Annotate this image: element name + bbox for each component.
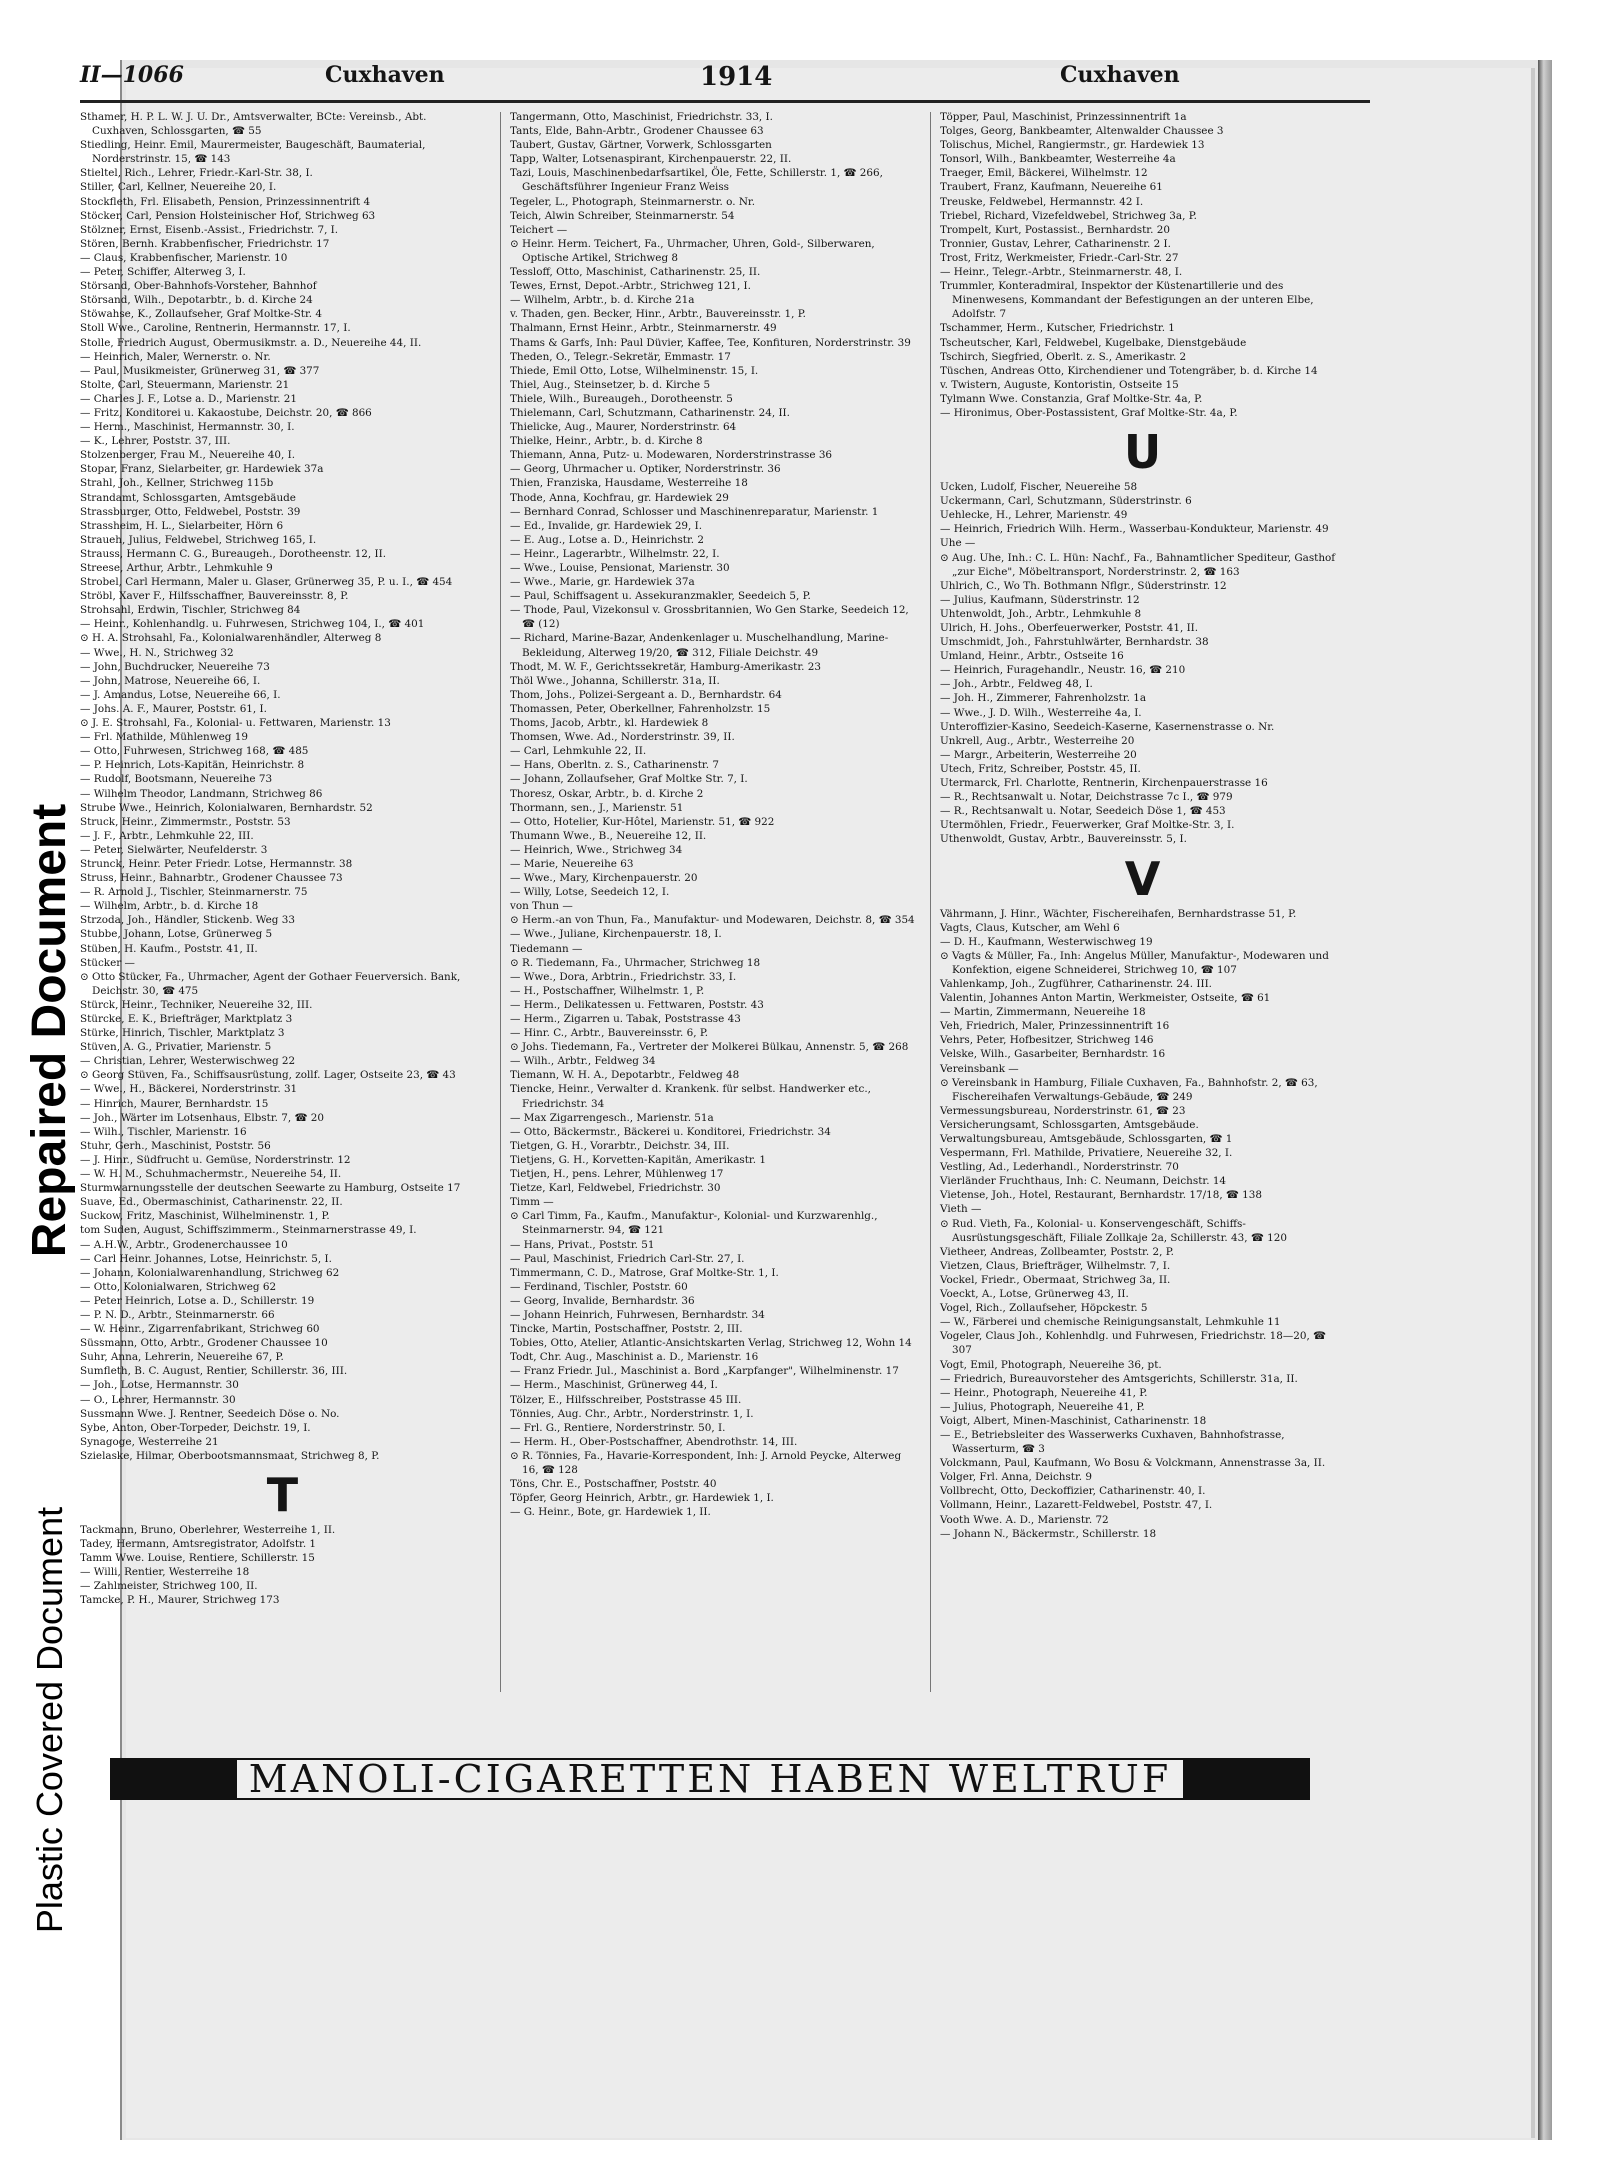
- directory-column-2: [510, 110, 915, 1590]
- directory-entry: — Richard, Marine-Bazar, Andenkenlager u. Muschelhandlung, Marine-Bekleidung, Alterweg 19/20, ☎ 312, Filiale Deichstr. 49: [510, 632, 889, 659]
- directory-entry: Vollmann, Heinr., Lazarett-Feldwebel, Poststr. 47, I.: [940, 1499, 1213, 1512]
- directory-entry: Tietgen, G. H., Vorarbtr., Deichstr. 34, III.: [510, 1139, 730, 1152]
- directory-entry: Vollbrecht, Otto, Deckoffizier, Catharinenstr. 40, I.: [940, 1485, 1206, 1498]
- directory-entry: Ucken, Ludolf, Fischer, Neuereihe 58: [940, 481, 1138, 494]
- directory-entry: Suhr, Anna, Lehrerin, Neuereihe 67, P.: [80, 1351, 284, 1364]
- section-letter: V: [1124, 851, 1161, 906]
- directory-entry: Stürcke, E. K., Briefträger, Marktplatz 3: [80, 1013, 293, 1025]
- directory-entry: Tylmann Wwe. Constanzia, Graf Moltke-Str. 4a, P.: [940, 392, 1203, 405]
- directory-entry: Volckmann, Paul, Kaufmann, Wo Bosu & Volckmann, Annenstrasse 3a, II.: [940, 1457, 1326, 1470]
- directory-entry: — K., Lehrer, Poststr. 37, III.: [80, 435, 231, 448]
- directory-entry: — Herm., Delikatessen u. Fettwaren, Poststr. 43: [510, 998, 764, 1011]
- directory-entry: Vagts, Claus, Kutscher, am Wehl 6: [940, 921, 1120, 934]
- directory-entry: Vietheer, Andreas, Zollbeamter, Poststr. 2, P.: [940, 1245, 1174, 1258]
- directory-entry: Tietjens, G. H., Korvetten-Kapitän, Amerikastr. 1: [510, 1153, 766, 1166]
- header-city-left: Cuxhaven: [325, 62, 445, 88]
- directory-entry: Stüben, H. Kaufm., Poststr. 41, II.: [80, 942, 258, 955]
- directory-entry: von Thun —: [510, 900, 573, 913]
- directory-entry: — Johs. A. F., Maurer, Poststr. 61, I.: [80, 702, 267, 715]
- directory-entry: — Wwe., J. D. Wilh., Westerreihe 4a, I.: [940, 706, 1142, 719]
- directory-entry: — Wwe., Marie, gr. Hardewiek 37a: [510, 576, 695, 589]
- directory-entry: Vahlenkamp, Joh., Zugführer, Catharinenstr. 24. III.: [940, 977, 1212, 990]
- directory-entry: Töns, Chr. E., Postschaffner, Poststr. 40: [510, 1478, 717, 1491]
- directory-entry: — Frl. Mathilde, Mühlenweg 19: [80, 731, 248, 744]
- directory-entry: — R., Rechtsanwalt u. Notar, Seedeich Döse 1, ☎ 453: [940, 805, 1226, 818]
- directory-entry: Unteroffizier-Kasino, Seedeich-Kaserne, Kasernenstrasse o. Nr.: [940, 720, 1275, 733]
- directory-entry: Trost, Fritz, Werkmeister, Friedr.-Carl-Str. 27: [940, 251, 1179, 264]
- directory-entry: Tadey, Hermann, Amtsregistrator, Adolfstr. 1: [80, 1538, 317, 1551]
- directory-entry: Stürke, Hinrich, Tischler, Marktplatz 3: [80, 1027, 285, 1040]
- directory-entry: ⊙ J. E. Strohsahl, Fa., Kolonial- u. Fettwaren, Marienstr. 13: [80, 717, 391, 730]
- adjacent-page-edge: [1538, 60, 1552, 2140]
- directory-entry: Strube Wwe., Heinrich, Kolonialwaren, Bernhardstr. 52: [80, 801, 373, 814]
- directory-entry: Tolges, Georg, Bankbeamter, Altenwalder Chaussee 3: [940, 125, 1224, 138]
- directory-entry: — Paul, Musikmeister, Grünerweg 31, ☎ 377: [80, 364, 320, 377]
- directory-entry: — Frl. G., Rentiere, Norderstrinstr. 50, I.: [510, 1421, 726, 1434]
- directory-entry: — Wwe., Louise, Pensionat, Marienstr. 30: [510, 562, 730, 574]
- directory-entry: Versicherungsamt, Schlossgarten, Amtsgebäude.: [940, 1118, 1199, 1131]
- directory-entry: Tolischus, Michel, Rangiermstr., gr. Hardewiek 13: [940, 139, 1205, 152]
- directory-entry: — Peter, Sielwärter, Neufelderstr. 3: [80, 843, 268, 856]
- section-letter: T: [266, 1468, 299, 1522]
- directory-entry: Stiller, Carl, Kellner, Neuereihe 20, I.: [80, 181, 277, 194]
- directory-entry: — Hans, Oberltn. z. S., Catharinenstr. 7: [510, 759, 719, 772]
- directory-entry: — Ferdinand, Tischler, Poststr. 60: [510, 1280, 688, 1293]
- directory-entry: Stüven, A. G., Privatier, Marienstr. 5: [80, 1041, 272, 1054]
- directory-entry: Tewes, Ernst, Depot.-Arbtr., Strichweg 121, I.: [510, 280, 751, 293]
- directory-entry: — Heinr., Telegr.-Arbtr., Steinmarnerstr. 48, I.: [940, 266, 1183, 279]
- directory-entry: Uthenwoldt, Gustav, Arbtr., Bauvereinsstr. 5, I.: [940, 833, 1187, 846]
- directory-entry: Streese, Arthur, Arbtr., Lehmkuhle 9: [80, 562, 273, 574]
- directory-entry: — W. H. M., Schuhmachermstr., Neuereihe 54, II.: [80, 1168, 342, 1181]
- directory-entry: — P. N. D., Arbtr., Steinmarnerstr. 66: [80, 1308, 275, 1321]
- directory-entry: Thodt, M. W. F., Gerichtssekretär, Hamburg-Amerikastr. 23: [510, 660, 822, 673]
- directory-entry: Vermessungsbureau, Norderstrinstr. 61, ☎ 23: [940, 1104, 1186, 1117]
- directory-entry: Struss, Heinr., Bahnarbtr., Grodener Chaussee 73: [80, 872, 343, 885]
- directory-entry: — Heinrich, Furagehandlr., Neustr. 16, ☎ 210: [940, 664, 1186, 677]
- directory-entry: — G. Heinr., Bote, gr. Hardewiek 1, II.: [510, 1506, 711, 1519]
- directory-entry: Stopar, Franz, Sielarbeiter, gr. Hardewiek 37a: [80, 463, 324, 476]
- page-header: [80, 62, 1370, 102]
- directory-entry: — Hinrich, Maurer, Bernhardstr. 15: [80, 1097, 269, 1110]
- directory-entry: Utech, Fritz, Schreiber, Poststr. 45, II.: [940, 762, 1141, 775]
- plastic-covered-document-label: [10, 1410, 90, 2030]
- directory-entry: — Georg, Invalide, Bernhardstr. 36: [510, 1294, 695, 1307]
- directory-entry: — John, Matrose, Neuereihe 66, I.: [80, 674, 261, 687]
- directory-entry: — Hans, Privat., Poststr. 51: [510, 1238, 655, 1251]
- directory-entry: ⊙ Carl Timm, Fa., Kaufm., Manufaktur-, Kolonial- und Kurzwarenhlg., Steinmarnerstr. 94, ☎ 121: [510, 1210, 878, 1237]
- column-divider: [930, 112, 931, 1692]
- directory-entry: — Joh., Arbtr., Feldweg 48, I.: [940, 678, 1093, 691]
- repaired-document-label: [10, 680, 90, 1380]
- directory-entry: Strassheim, H. L., Sielarbeiter, Hörn 6: [80, 519, 284, 532]
- directory-entry: Thomsen, Wwe. Ad., Norderstrinstr. 39, II.: [510, 731, 735, 744]
- directory-entry: Tiemann, W. H. A., Depotarbtr., Feldweg 48: [510, 1069, 740, 1082]
- directory-entry: — Heinrich, Friedrich Wilh. Herm., Wasserbau-Kondukteur, Marienstr. 49: [940, 523, 1329, 536]
- directory-entry: Tschammer, Herm., Kutscher, Friedrichstr. 1: [940, 322, 1175, 335]
- directory-entry: — H., Postschaffner, Wilhelmstr. 1, P.: [510, 984, 705, 997]
- directory-entry: — Joh. H., Zimmerer, Fahrenholzstr. 1a: [940, 692, 1147, 705]
- directory-entry: Tietjen, H., pens. Lehrer, Mühlenweg 17: [510, 1168, 724, 1181]
- directory-entry: Töpper, Paul, Maschinist, Prinzessinnentrift 1a: [940, 111, 1187, 123]
- directory-entry: Velske, Wilh., Gasarbeiter, Bernhardstr. 16: [940, 1048, 1166, 1061]
- directory-entry: Stubbe, Johann, Lotse, Grünerweg 5: [80, 928, 273, 941]
- directory-entry: Stören, Bernh. Krabbenfischer, Friedrichstr. 17: [80, 237, 330, 250]
- directory-entry: ⊙ Vereinsbank in Hamburg, Filiale Cuxhaven, Fa., Bahnhofstr. 2, ☎ 63, Fischereihafen Verwaltungs-Gebäude, ☎ 249: [940, 1076, 1318, 1103]
- header-year: 1914: [700, 62, 773, 92]
- directory-entry: — Wilh., Tischler, Marienstr. 16: [80, 1125, 247, 1138]
- directory-entry: — A.H.W., Arbtr., Grodenerchaussee 10: [80, 1238, 288, 1251]
- directory-entry: Tiedemann —: [510, 942, 583, 955]
- directory-entry: ⊙ Herm.-an von Thun, Fa., Manufaktur- und Modewaren, Deichstr. 8, ☎ 354: [510, 914, 915, 927]
- directory-entry: Tobies, Otto, Atelier, Atlantic-Ansichtskarten Verlag, Strichweg 12, Wohn 14: [510, 1337, 912, 1350]
- directory-entry: — Georg, Uhrmacher u. Optiker, Norderstrinstr. 36: [510, 463, 781, 476]
- directory-entry: — Peter, Schiffer, Alterweg 3, I.: [80, 266, 246, 279]
- directory-entry: — Heinrich, Maler, Wernerstr. o. Nr.: [80, 350, 271, 363]
- directory-entry: Sussmann Wwe. J. Rentner, Seedeich Döse o. No.: [80, 1407, 340, 1420]
- directory-entry: Timmermann, C. D., Matrose, Graf Moltke-Str. 1, I.: [510, 1266, 779, 1279]
- directory-entry: Uhe —: [940, 537, 976, 550]
- directory-entry: Sthamer, H. P. L. W. J. U. Dr., Amtsverwalter, BCte: Vereinsb., Abt. Cuxhaven, Schlossgarten, ☎ 55: [80, 111, 427, 138]
- directory-entry: — Hironimus, Ober-Postassistent, Graf Moltke-Str. 4a, P.: [940, 406, 1238, 419]
- directory-entry: — Willi, Rentier, Westerreihe 18: [80, 1566, 250, 1579]
- directory-entry: Strassburger, Otto, Feldwebel, Poststr. 39: [80, 505, 301, 518]
- directory-entry: Vespermann, Frl. Mathilde, Privatiere, Neuereihe 32, I.: [940, 1147, 1233, 1160]
- directory-entry: ⊙ H. A. Strohsahl, Fa., Kolonialwarenhändler, Alterweg 8: [80, 632, 382, 645]
- directory-entry: Stieltel, Rich., Lehrer, Friedr.-Karl-Str. 38, I.: [80, 167, 313, 180]
- directory-entry: Thode, Anna, Kochfrau, gr. Hardewiek 29: [510, 491, 729, 504]
- directory-entry: Uhtenwoldt, Joh., Arbtr., Lehmkuhle 8: [940, 607, 1142, 620]
- directory-entry: Vährmann, J. Hinr., Wächter, Fischereihafen, Bernhardstrasse 51, P.: [940, 907, 1297, 920]
- directory-entry: — Fritz, Konditorei u. Kakaostube, Deichstr. 20, ☎ 866: [80, 406, 372, 419]
- directory-entry: ⊙ R. Tönnies, Fa., Havarie-Korrespondent, Inh: J. Arnold Peycke, Alterweg 16, ☎ 128: [510, 1449, 902, 1476]
- directory-entry: Stockfleth, Frl. Elisabeth, Pension, Prinzessinnentrift 4: [80, 195, 371, 208]
- directory-entry: — Julius, Kaufmann, Süderstrinstr. 12: [940, 593, 1140, 606]
- directory-entry: — E. Aug., Lotse a. D., Heinrichstr. 2: [510, 533, 705, 546]
- directory-entry: — Johann N., Bäckermstr., Schillerstr. 18: [940, 1527, 1157, 1540]
- column-divider: [500, 112, 501, 1692]
- directory-entry: Strobel, Carl Hermann, Maler u. Glaser, Grünerweg 35, P. u. I., ☎ 454: [80, 576, 453, 589]
- directory-entry: Strunck, Heinr. Peter Friedr. Lotse, Hermannstr. 38: [80, 857, 353, 870]
- directory-entry: Stolle, Friedrich August, Obermusikmstr. a. D., Neuereihe 44, II.: [80, 336, 422, 349]
- directory-entry: Thiede, Emil Otto, Lotse, Wilhelminenstr. 15, I.: [510, 364, 759, 377]
- directory-entry: — Paul, Maschinist, Friedrich Carl-Str. 27, I.: [510, 1252, 745, 1265]
- directory-entry: Struck, Heinr., Zimmermstr., Poststr. 53: [80, 815, 291, 828]
- directory-entry: Valentin, Johannes Anton Martin, Werkmeister, Ostseite, ☎ 61: [940, 992, 1271, 1005]
- directory-entry: — Friedrich, Bureauvorsteher des Amtsgerichts, Schillerstr. 31a, II.: [940, 1372, 1298, 1385]
- directory-entry: Thormann, sen., J., Marienstr. 51: [510, 801, 684, 814]
- directory-entry: Strahl, Joh., Kellner, Strichweg 115b: [80, 477, 274, 490]
- directory-entry: Ulrich, H. Johs., Oberfeuerwerker, Poststr. 41, II.: [940, 622, 1199, 634]
- directory-entry: Traubert, Franz, Kaufmann, Neuereihe 61: [940, 181, 1163, 194]
- directory-entry: — Claus, Krabbenfischer, Marienstr. 10: [80, 251, 288, 264]
- directory-entry: Sybe, Anton, Ober-Torpeder, Deichstr. 19, I.: [80, 1421, 311, 1434]
- directory-entry: Thom, Johs., Polizei-Sergeant a. D., Bernhardstr. 64: [510, 688, 782, 701]
- directory-entry: Thiele, Wilh., Bureaugeh., Dorotheenstr. 5: [510, 392, 733, 405]
- directory-entry: Vogeler, Claus Joh., Kohlenhdlg. und Fuhrwesen, Friedrichstr. 18—20, ☎ 307: [940, 1330, 1326, 1357]
- directory-entry: — Thode, Paul, Vizekonsul v. Grossbritannien, Wo Gen Starke, Seedeich 12, ☎ (12): [510, 604, 909, 631]
- directory-entry: Sturmwarnungsstelle der deutschen Seewarte zu Hamburg, Ostseite 17: [80, 1182, 461, 1195]
- directory-entry: Traeger, Emil, Bäckerei, Wilhelmstr. 12: [940, 167, 1148, 180]
- directory-entry: Teichert —: [510, 223, 568, 236]
- directory-entry: — Zahlmeister, Strichweg 100, II.: [80, 1580, 258, 1593]
- directory-column-1: [80, 110, 485, 1607]
- directory-entry: — Julius, Photograph, Neuereihe 41, P.: [940, 1400, 1145, 1413]
- directory-entry: Tronnier, Gustav, Lehrer, Catharinenstr. 2 I.: [940, 237, 1171, 250]
- directory-entry: — Marie, Neuereihe 63: [510, 857, 634, 870]
- advertisement-banner: [110, 1758, 1310, 1800]
- directory-entry: Taubert, Gustav, Gärtner, Vorwerk, Schlossgarten: [510, 139, 772, 152]
- directory-entry: — O., Lehrer, Hermannstr. 30: [80, 1393, 236, 1406]
- directory-entry: Tants, Elde, Bahn-Arbtr., Grodener Chaussee 63: [510, 125, 764, 138]
- directory-entry: — Hinr. C., Arbtr., Bauvereinsstr. 6, P.: [510, 1027, 709, 1040]
- directory-entry: Tessloff, Otto, Maschinist, Catharinenstr. 25, II.: [510, 266, 761, 279]
- directory-entry: — Wilhelm, Arbtr., b. d. Kirche 18: [80, 900, 259, 913]
- directory-entry: Vogel, Rich., Zollaufseher, Höpckestr. 5: [940, 1302, 1148, 1315]
- directory-entry: — John, Buchdrucker, Neuereihe 73: [80, 660, 270, 673]
- directory-entry: — Heinrich, Wwe., Strichweg 34: [510, 843, 683, 856]
- directory-entry: Triebel, Richard, Vizefeldwebel, Strichweg 3a, P.: [940, 209, 1197, 222]
- directory-entry: — Christian, Lehrer, Westerwischweg 22: [80, 1055, 296, 1068]
- directory-entry: Uhlrich, C., Wo Th. Bothmann Nflgr., Süderstrinstr. 12: [940, 579, 1227, 592]
- directory-entry: Störsand, Wilh., Depotarbtr., b. d. Kirche 24: [80, 294, 313, 307]
- directory-entry: — Willy, Lotse, Seedeich 12, I.: [510, 886, 670, 899]
- directory-entry: — Rudolf, Bootsmann, Neuereihe 73: [80, 773, 273, 786]
- directory-entry: Stücker —: [80, 956, 135, 969]
- directory-entry: Tschirch, Siegfried, Oberlt. z. S., Amerikastr. 2: [940, 350, 1187, 363]
- directory-entry: Verwaltungsbureau, Amtsgebäude, Schlossgarten, ☎ 1: [940, 1133, 1233, 1145]
- directory-entry: Tamcke, P. H., Maurer, Strichweg 173: [80, 1594, 280, 1607]
- directory-entry: Thöl Wwe., Johanna, Schillerstr. 31a, II.: [510, 674, 720, 687]
- directory-entry: — J. Hinr., Südfrucht u. Gemüse, Norderstrinstr. 12: [80, 1153, 351, 1166]
- directory-entry: — J. Amandus, Lotse, Neuereihe 66, I.: [80, 688, 281, 701]
- directory-entry: — Wwe., Dora, Arbtrin., Friedrichstr. 33, I.: [510, 970, 737, 983]
- directory-entry: — R. Arnold J., Tischler, Steinmarnerstr. 75: [80, 886, 308, 899]
- directory-entry: Straueh, Julius, Feldwebel, Strichweg 165, I.: [80, 533, 317, 546]
- page-number: II—1066: [80, 62, 184, 88]
- directory-entry: Tscheutscher, Karl, Feldwebel, Kugelbake, Dienstgebäude: [940, 336, 1247, 349]
- plastic-covered-document-text: Plastic Covered Document: [29, 1506, 70, 1934]
- directory-entry: Uckermann, Carl, Schutzmann, Süderstrinstr. 6: [940, 495, 1192, 508]
- directory-entry: Suave, Ed., Obermaschinist, Catharinenstr. 22, II.: [80, 1196, 343, 1209]
- directory-entry: — Joh., Wärter im Lotsenhaus, Elbstr. 7, ☎ 20: [80, 1111, 324, 1124]
- directory-entry: ⊙ Rud. Vieth, Fa., Kolonial- u. Konservengeschäft, Schiffs-Ausrüstungsgeschäft, Filiale Zollkaje 2a, Schillerstr. 43, ☎ 120: [940, 1217, 1287, 1244]
- directory-entry: Thielke, Heinr., Arbtr., b. d. Kirche 8: [510, 435, 703, 448]
- directory-entry: Strohsahl, Erdwin, Tischler, Strichweg 84: [80, 604, 301, 617]
- directory-entry: Tackmann, Bruno, Oberlehrer, Westerreihe 1, II.: [80, 1524, 336, 1536]
- directory-entry: Ströbl, Xaver F., Hilfsschaffner, Bauvereinsstr. 8, P.: [80, 590, 349, 603]
- directory-entry: Vietzen, Claus, Briefträger, Wilhelmstr. 7, I.: [940, 1259, 1171, 1272]
- directory-entry: Thams & Garfs, Inh: Paul Düvier, Kaffee, Tee, Konfituren, Norderstrinstr. 39: [510, 336, 911, 349]
- directory-entry: Vierländer Fruchthaus, Inh: C. Neumann, Deichstr. 14: [940, 1175, 1227, 1188]
- directory-entry: — Johann, Kolonialwarenhandlung, Strichweg 62: [80, 1266, 340, 1279]
- directory-entry: Sumfleth, B. C. August, Rentier, Schillerstr. 36, III.: [80, 1365, 348, 1378]
- directory-entry: — Carl Heinr. Johannes, Lotse, Heinrichstr. 5, I.: [80, 1252, 332, 1265]
- directory-entry: — Paul, Schiffsagent u. Assekuranzmakler, Seedeich 5, P.: [510, 590, 811, 603]
- directory-entry: Stiedling, Heinr. Emil, Maurermeister, Baugeschäft, Baumaterial, Norderstrinstr. 15, ☎ 143: [80, 139, 426, 166]
- directory-entry: Strzoda, Joh., Händler, Stickenb. Weg 33: [80, 914, 295, 927]
- directory-entry: — Wwe., Mary, Kirchenpauerstr. 20: [510, 872, 698, 885]
- directory-entry: Störsand, Ober-Bahnhofs-Vorsteher, Bahnhof: [80, 280, 317, 293]
- directory-entry: — J. F., Arbtr., Lehmkuhle 22, III.: [80, 829, 254, 842]
- directory-entry: Unkrell, Aug., Arbtr., Westerreihe 20: [940, 734, 1135, 747]
- directory-entry: Vieth —: [940, 1203, 982, 1216]
- directory-entry: — Herm. H., Ober-Postschaffner, Abendrothstr. 14, III.: [510, 1435, 798, 1448]
- directory-entry: — W., Färberei und chemische Reinigungsanstalt, Lehmkuhle 11: [940, 1316, 1281, 1329]
- directory-entry: Stölzner, Ernst, Eisenb.-Assist., Friedrichstr. 7, I.: [80, 223, 339, 236]
- directory-entry: — W. Heinr., Zigarrenfabrikant, Strichweg 60: [80, 1323, 320, 1336]
- directory-entry: Voeckt, A., Lotse, Grünerweg 43, II.: [940, 1288, 1129, 1301]
- directory-entry: — Wilhelm Theodor, Landmann, Strichweg 86: [80, 787, 323, 800]
- directory-entry: — Johann Heinrich, Fuhrwesen, Bernhardstr. 34: [510, 1308, 765, 1321]
- directory-entry: Stolzenberger, Frau M., Neuereihe 40, I.: [80, 449, 296, 462]
- directory-entry: — Heinr., Photograph, Neuereihe 41, P.: [940, 1386, 1148, 1399]
- directory-entry: Utermöhlen, Friedr., Feuerwerker, Graf Moltke-Str. 3, I.: [940, 819, 1235, 832]
- directory-entry: Volger, Frl. Anna, Deichstr. 9: [940, 1471, 1093, 1484]
- advertisement-text: MANOLI-CIGARETTEN HABEN WELTRUF: [237, 1760, 1183, 1798]
- repaired-document-text: Repaired Document: [23, 803, 77, 1257]
- directory-entry: — Wwe., H. N., Strichweg 32: [80, 646, 234, 659]
- directory-entry: Vestling, Ad., Lederhandl., Norderstrinstr. 70: [940, 1161, 1179, 1174]
- directory-entry: Tincke, Martin, Postschaffner, Poststr. 2, III.: [510, 1323, 743, 1336]
- directory-entry: ⊙ Heinr. Herm. Teichert, Fa., Uhrmacher, Uhren, Gold-, Silberwaren, Optische Artikel, Strichweg 8: [510, 237, 875, 264]
- directory-entry: Tonsorl, Wilh., Bankbeamter, Westerreihe 4a: [940, 153, 1176, 166]
- directory-entry: ⊙ Georg Stüven, Fa., Schiffsausrüstung, zollf. Lager, Ostseite 23, ☎ 43: [80, 1069, 456, 1082]
- directory-entry: Tazi, Louis, Maschinenbedarfsartikel, Öle, Fette, Schillerstr. 1, ☎ 266, Geschäftsführer Ingenieur Franz Weiss: [510, 167, 883, 194]
- header-rule: [80, 100, 1370, 103]
- directory-entry: — Johann, Zollaufseher, Graf Moltke Str. 7, I.: [510, 773, 748, 786]
- directory-entry: Töpfer, Georg Heinrich, Arbtr., gr. Hardewiek 1, I.: [510, 1492, 774, 1505]
- directory-entry: — Otto, Fuhrwesen, Strichweg 168, ☎ 485: [80, 745, 309, 758]
- directory-entry: Thumann Wwe., B., Neuereihe 12, II.: [510, 829, 707, 842]
- directory-entry: Tegeler, L., Photograph, Steinmarnerstr. o. Nr.: [510, 195, 756, 208]
- directory-entry: — Franz Friedr. Jul., Maschinist a. Bord „Karpfanger", Wilhelminenstr. 17: [510, 1365, 899, 1378]
- directory-entry: Vehrs, Peter, Hofbesitzer, Strichweg 146: [940, 1034, 1154, 1047]
- directory-entry: Tamm Wwe. Louise, Rentiere, Schillerstr. 15: [80, 1552, 315, 1565]
- directory-entry: Strauss, Hermann C. G., Bureaugeh., Dorotheenstr. 12, II.: [80, 547, 387, 560]
- directory-entry: — Heinr., Lagerarbtr., Wilhelmstr. 22, I.: [510, 547, 720, 560]
- directory-entry: Stoll Wwe., Caroline, Rentnerin, Hermannstr. 17, I.: [80, 322, 351, 335]
- directory-entry: — Peter Heinrich, Lotse a. D., Schillerstr. 19: [80, 1294, 315, 1307]
- directory-entry: — E., Betriebsleiter des Wasserwerks Cuxhaven, Bahnhofstrasse, Wasserturm, ☎ 3: [940, 1428, 1285, 1456]
- directory-entry: — Wwe., H., Bäckerei, Norderstrinstr. 31: [80, 1083, 298, 1096]
- directory-entry: — Heinr., Kohlenhandlg. u. Fuhrwesen, Strichweg 104, I., ☎ 401: [80, 618, 425, 631]
- directory-entry: Trummler, Konteradmiral, Inspektor der Küstenartillerie und des Minenwesens, Kommandant der Befestigungen an der unteren Elbe, Adolfstr. 7: [940, 280, 1314, 321]
- directory-entry: Veh, Friedrich, Maler, Prinzessinnentrift 16: [940, 1020, 1170, 1033]
- directory-entry: Trompelt, Kurt, Postassist., Bernhardstr. 20: [940, 223, 1170, 236]
- section-letter: U: [1123, 425, 1162, 480]
- directory-entry: Thoms, Jacob, Arbtr., kl. Hardewiek 8: [510, 717, 709, 730]
- directory-entry: — Otto, Bäckermstr., Bäckerei u. Konditorei, Friedrichstr. 34: [510, 1125, 831, 1138]
- directory-entry: Vogt, Emil, Photograph, Neuereihe 36, pt.: [940, 1358, 1162, 1371]
- directory-entry: Süssmann, Otto, Arbtr., Grodener Chaussee 10: [80, 1337, 328, 1350]
- directory-entry: Tüschen, Andreas Otto, Kirchendiener und Totengräber, b. d. Kirche 14: [940, 364, 1318, 377]
- directory-entry: — Ed., Invalide, gr. Hardewiek 29, I.: [510, 519, 703, 532]
- directory-entry: Vereinsbank —: [940, 1062, 1019, 1075]
- directory-entry: Treuske, Feldwebel, Hermannstr. 42 I.: [940, 195, 1144, 208]
- directory-entry: — Carl, Lehmkuhle 22, II.: [510, 745, 647, 758]
- directory-entry: Vockel, Friedr., Obermaat, Strichweg 3a, II.: [940, 1273, 1171, 1286]
- directory-entry: — Wilhelm, Arbtr., b. d. Kirche 21a: [510, 294, 695, 307]
- directory-entry: Umschmidt, Joh., Fahrstuhlwärter, Bernhardstr. 38: [940, 636, 1209, 649]
- directory-entry: Uehlecke, H., Lehrer, Marienstr. 49: [940, 509, 1128, 522]
- directory-entry: Thiel, Aug., Steinsetzer, b. d. Kirche 5: [510, 378, 711, 391]
- directory-entry: — Wilh., Arbtr., Feldweg 34: [510, 1055, 656, 1068]
- directory-entry: — Herm., Maschinist, Hermannstr. 30, I.: [80, 421, 295, 434]
- directory-entry: Szielaske, Hilmar, Oberbootsmannsmaat, Strichweg 8, P.: [80, 1449, 380, 1462]
- directory-entry: Todt, Chr. Aug., Maschinist a. D., Marienstr. 16: [510, 1351, 759, 1364]
- directory-entry: ⊙ Vagts & Müller, Fa., Inh: Angelus Müller, Manufaktur-, Modewaren und Konfektion, eigene Schneiderei, Strichweg 10, ☎ 107: [940, 949, 1329, 976]
- directory-entry: — Martin, Zimmermann, Neuereihe 18: [940, 1006, 1146, 1019]
- directory-entry: Voigt, Albert, Minen-Maschinist, Catharinenstr. 18: [940, 1414, 1207, 1427]
- directory-entry: Thomassen, Peter, Oberkellner, Fahrenholzstr. 15: [510, 702, 771, 715]
- directory-entry: Tönnies, Aug. Chr., Arbtr., Norderstrinstr. 1, I.: [510, 1407, 754, 1420]
- directory-entry: Thalmann, Ernst Heinr., Arbtr., Steinmarnerstr. 49: [510, 322, 777, 335]
- directory-column-3: [940, 110, 1345, 1590]
- directory-entry: — Max Zigarrengesch., Marienstr. 51a: [510, 1111, 714, 1124]
- directory-entry: Tiencke, Heinr., Verwalter d. Krankenk. für selbst. Handwerker etc., Friedrichstr. 34: [510, 1083, 871, 1110]
- directory-entry: — Wwe., Juliane, Kirchenpauerstr. 18, I.: [510, 928, 722, 941]
- directory-entry: v. Twistern, Auguste, Kontoristin, Ostseite 15: [940, 378, 1179, 391]
- directory-entry: Teich, Alwin Schreiber, Steinmarnerstr. 54: [510, 209, 735, 222]
- directory-entry: Theden, O., Telegr.-Sekretär, Emmastr. 17: [510, 350, 731, 363]
- directory-entry: ⊙ R. Tiedemann, Fa., Uhrmacher, Strichweg 18: [510, 956, 761, 969]
- directory-entry: Thielicke, Aug., Maurer, Norderstrinstr. 64: [510, 421, 737, 434]
- directory-entry: v. Thaden, gen. Becker, Hinr., Arbtr., Bauvereinsstr. 1, P.: [510, 308, 806, 321]
- directory-entry: — Otto, Hotelier, Kur-Hôtel, Marienstr. 51, ☎ 922: [510, 815, 775, 828]
- directory-entry: Synagoge, Westerreihe 21: [80, 1435, 219, 1448]
- directory-entry: Timm —: [510, 1196, 554, 1209]
- directory-entry: Tapp, Walter, Lotsenaspirant, Kirchenpauerstr. 22, II.: [510, 153, 792, 166]
- directory-entry: Thiemann, Anna, Putz- u. Modewaren, Norderstrinstrasse 36: [510, 449, 833, 462]
- directory-entry: Strandamt, Schlossgarten, Amtsgebäude: [80, 491, 296, 504]
- directory-entry: Stolte, Carl, Steuermann, Marienstr. 21: [80, 378, 290, 391]
- directory-entry: Stöwahse, K., Zollaufseher, Graf Moltke-Str. 4: [80, 308, 322, 321]
- directory-entry: Utermarck, Frl. Charlotte, Rentnerin, Kirchenpauerstrasse 16: [940, 777, 1268, 790]
- directory-entry: — Herm., Zigarren u. Tabak, Poststrasse 43: [510, 1013, 741, 1025]
- directory-entry: — R., Rechtsanwalt u. Notar, Deichstrasse 7c I., ☎ 979: [940, 791, 1233, 804]
- directory-entry: Thielemann, Carl, Schutzmann, Catharinenstr. 24, II.: [510, 406, 790, 419]
- directory-entry: — Margr., Arbeiterin, Westerreihe 20: [940, 748, 1137, 761]
- directory-entry: ⊙ Aug. Uhe, Inh.: C. L. Hün: Nachf., Fa., Bahnamtlicher Spediteur, Gasthof „zur Eiche", Möbeltransport, Norderstrinstr. 2, ☎ 163: [940, 551, 1336, 578]
- directory-entry: — Herm., Maschinist, Grünerweg 44, I.: [510, 1379, 718, 1392]
- directory-entry: ⊙ Otto Stücker, Fa., Uhrmacher, Agent der Gothaer Feuerversich. Bank, Deichstr. 30, ☎ 475: [80, 970, 461, 997]
- directory-entry: tom Suden, August, Schiffszimmerm., Steinmarnerstrasse 49, I.: [80, 1224, 417, 1237]
- directory-entry: Umland, Heinr., Arbtr., Ostseite 16: [940, 650, 1124, 663]
- directory-entry: Stöcker, Carl, Pension Holsteinischer Hof, Strichweg 63: [80, 209, 376, 222]
- directory-entry: — D. H., Kaufmann, Westerwischweg 19: [940, 935, 1153, 948]
- directory-entry: — Charles J. F., Lotse a. D., Marienstr. 21: [80, 392, 297, 405]
- directory-entry: Tietze, Karl, Feldwebel, Friedrichstr. 30: [510, 1182, 721, 1195]
- directory-entry: Vooth Wwe. A. D., Marienstr. 72: [940, 1513, 1109, 1526]
- directory-entry: Thien, Franziska, Hausdame, Westerreihe 18: [510, 477, 748, 490]
- directory-entry: Tölzer, E., Hilfsschreiber, Poststrasse 45 III.: [510, 1393, 742, 1406]
- directory-entry: Tangermann, Otto, Maschinist, Friedrichstr. 33, I.: [510, 111, 773, 123]
- directory-entry: Stuhr, Gerh., Maschinist, Poststr. 56: [80, 1139, 271, 1152]
- directory-entry: — Bernhard Conrad, Schlosser und Maschinenreparatur, Marienstr. 1: [510, 505, 879, 518]
- directory-entry: Thoresz, Oskar, Arbtr., b. d. Kirche 2: [510, 787, 704, 800]
- directory-entry: — Otto, Kolonialwaren, Strichweg 62: [80, 1280, 277, 1293]
- directory-entry: — Joh., Lotse, Hermannstr. 30: [80, 1379, 239, 1392]
- directory-entry: ⊙ Johs. Tiedemann, Fa., Vertreter der Molkerei Bülkau, Annenstr. 5, ☎ 268: [510, 1041, 909, 1054]
- directory-entry: Vietense, Joh., Hotel, Restaurant, Bernhardstr. 17/18, ☎ 138: [940, 1189, 1263, 1202]
- header-city-right: Cuxhaven: [1060, 62, 1180, 88]
- directory-entry: Stürck, Heinr., Techniker, Neuereihe 32, III.: [80, 998, 313, 1011]
- directory-entry: — P. Heinrich, Lots-Kapitän, Heinrichstr. 8: [80, 759, 305, 772]
- directory-entry: Suckow, Fritz, Maschinist, Wilhelminenstr. 1, P.: [80, 1210, 330, 1223]
